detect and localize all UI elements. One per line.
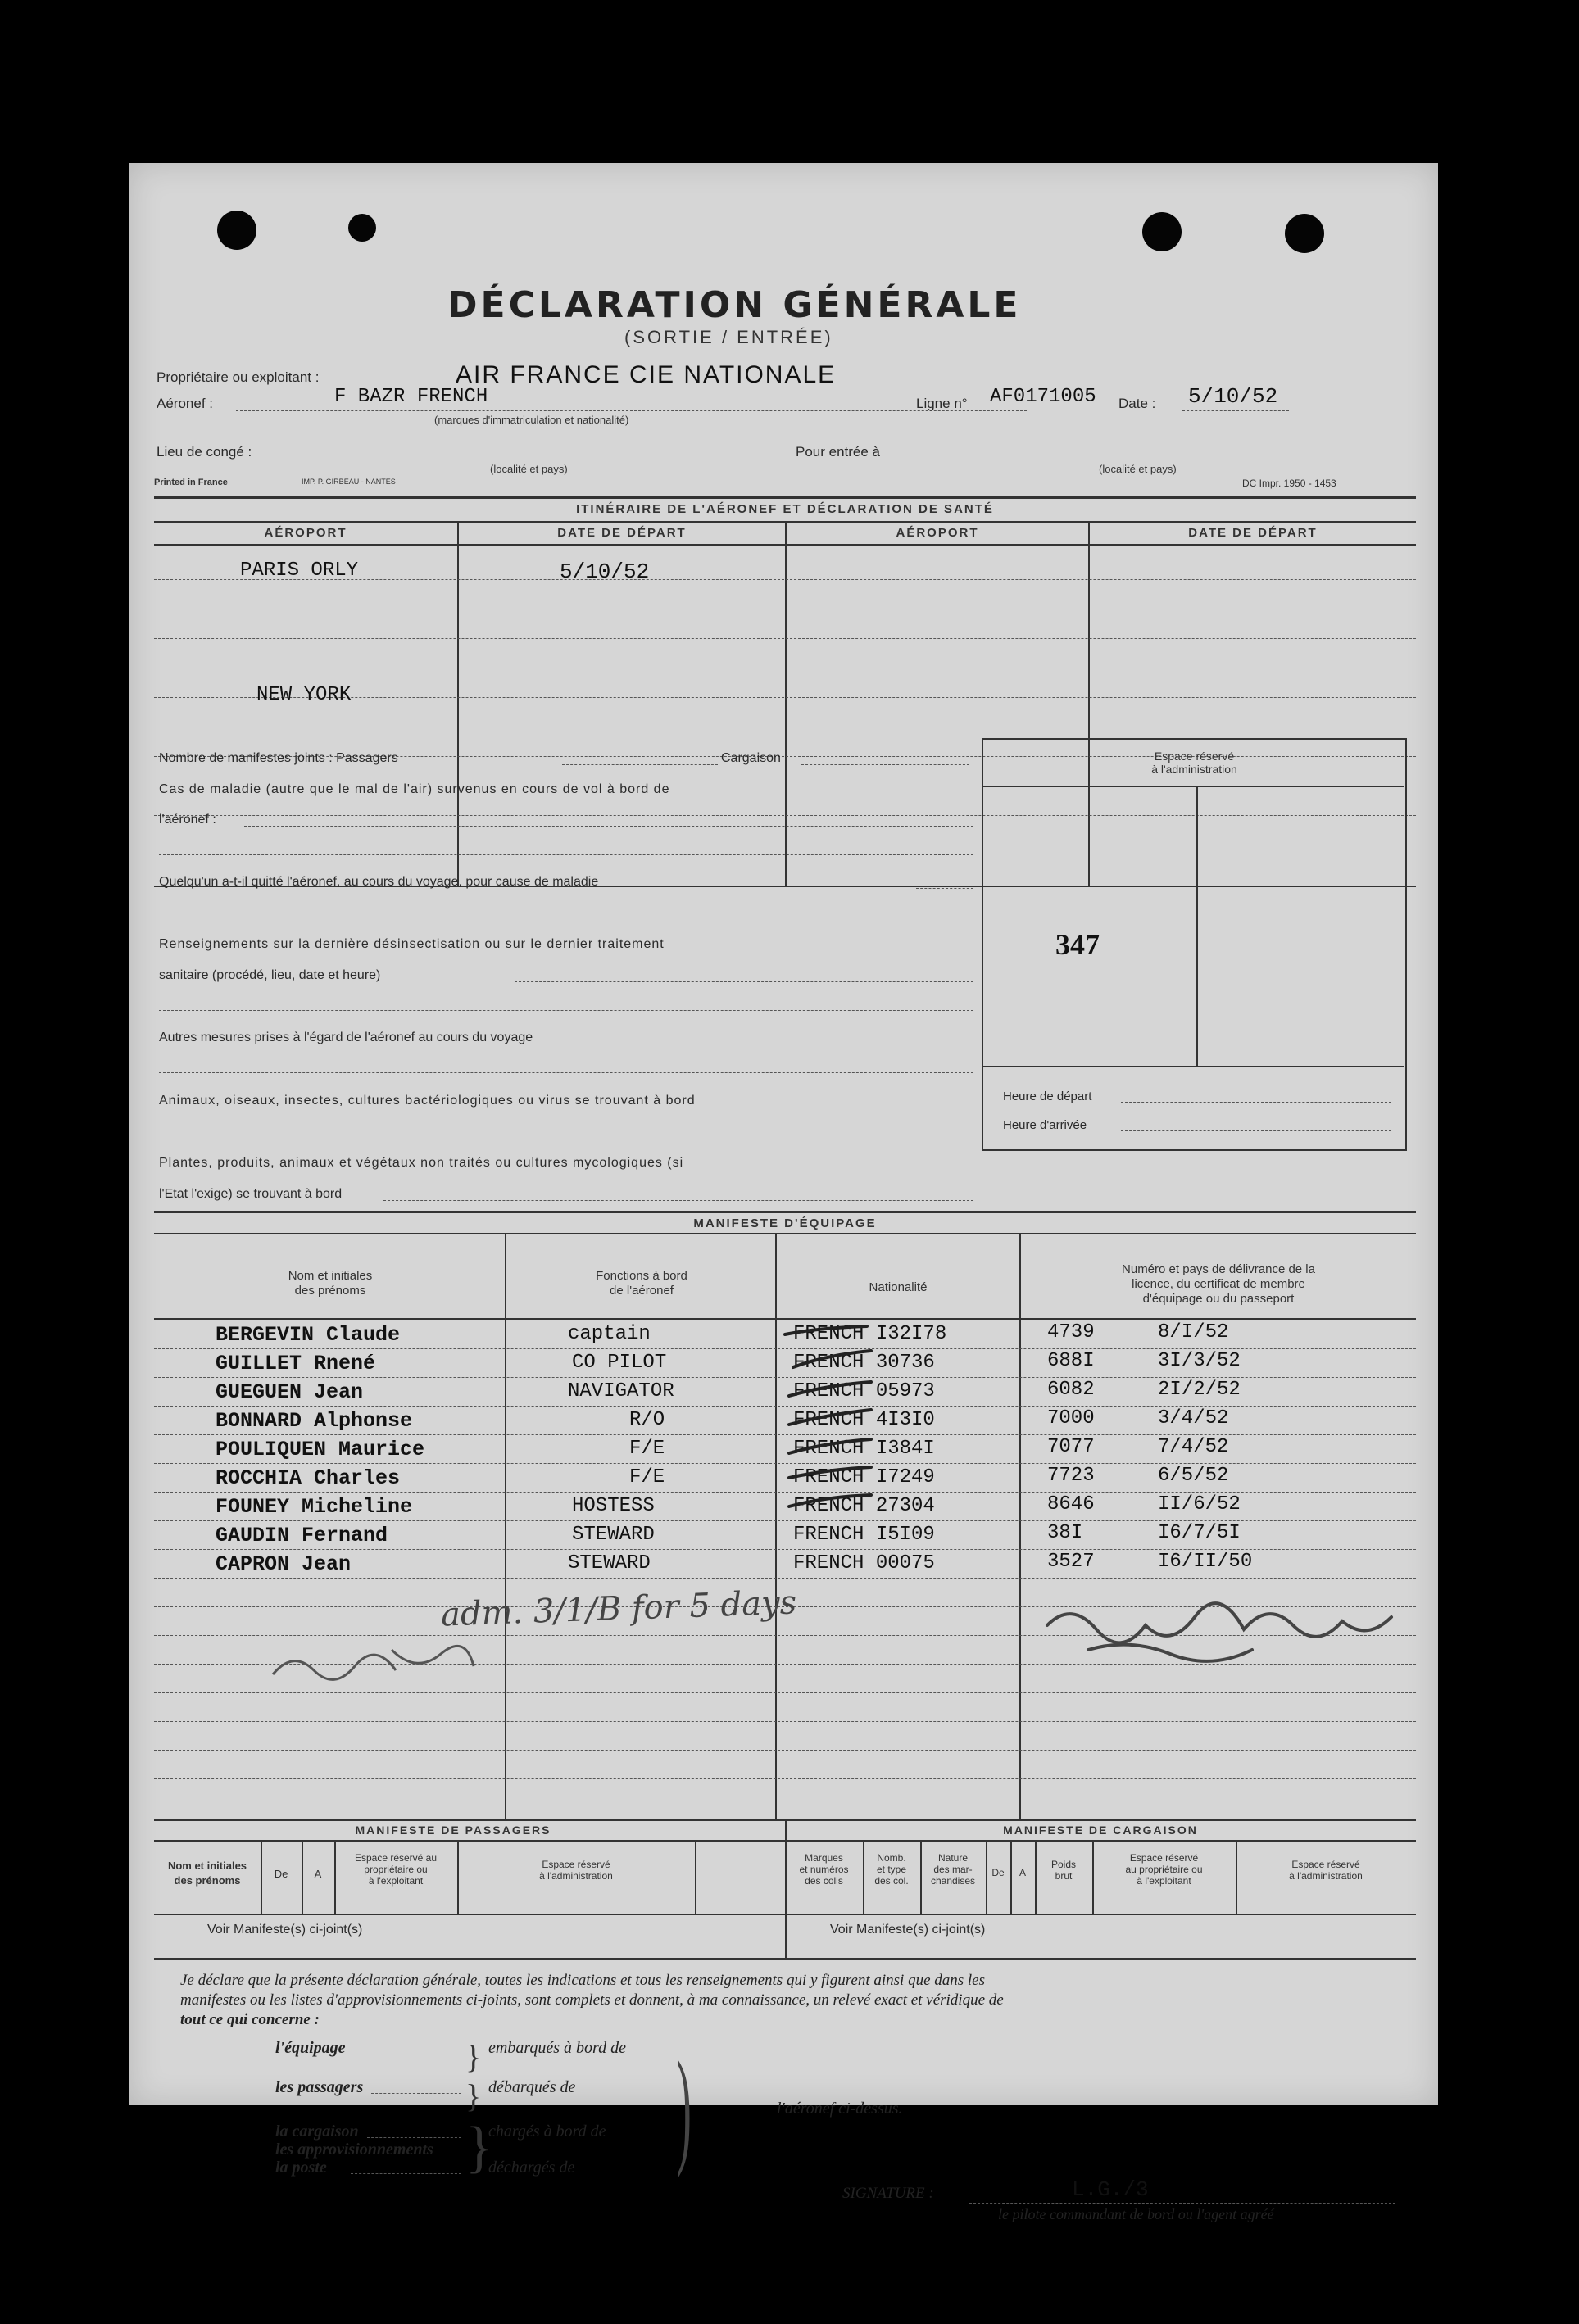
owner-value: AIR FRANCE CIE NATIONALE — [456, 361, 837, 388]
crew-col-license: Numéro et pays de délivrance de la licence, du certificat de membre d'équipage ou du passeport — [1122, 1262, 1315, 1306]
passengers-see-manifest: Voir Manifeste(s) ci-joint(s) — [207, 1923, 363, 1937]
declaration-supplies: les approvisionnements — [275, 2141, 433, 2159]
crew-license-date: II/6/52 — [1158, 1493, 1241, 1515]
crew-function: F/E — [629, 1438, 665, 1460]
crew-col-name: Nom et initiales des prénoms — [288, 1269, 373, 1298]
passengers-col-admin: Espace réservé à l'administration — [539, 1859, 613, 1882]
passengers-col-a: A — [314, 1868, 322, 1880]
declaration-disembarked: débarqués de — [488, 2078, 576, 2096]
crew-col-function: Fonctions à bord de l'aéronef — [596, 1269, 687, 1298]
declaration-text-3: tout ce qui concerne : — [180, 2011, 320, 2028]
passengers-heading: MANIFESTE DE PASSAGERS — [355, 1823, 551, 1837]
passengers-col-owner: Espace réservé au propriétaire ou à l'exploitant — [354, 1852, 438, 1887]
crew-name: FOUNEY Micheline — [216, 1495, 413, 1519]
crew-name: GAUDIN Fernand — [216, 1524, 388, 1547]
crew-license-date: 3/4/52 — [1158, 1407, 1229, 1429]
document-title: DÉCLARATION GÉNÉRALE — [447, 284, 1022, 326]
crew-name: ROCCHIA Charles — [216, 1466, 401, 1490]
cargo-label: Cargaison — [721, 751, 781, 765]
punch-hole — [217, 211, 256, 250]
crew-license-number: 3527 — [1047, 1551, 1095, 1573]
crew-license-date: 7/4/52 — [1158, 1436, 1229, 1458]
left-aircraft-label: Quelqu'un a-t-il quitté l'aéronef, au cours du voyage, pour cause de maladie — [159, 875, 599, 889]
owner-label: Propriétaire ou exploitant : — [157, 369, 320, 385]
declaration-loaded: chargés à bord de — [488, 2122, 606, 2141]
declaration-embarked: embarqués à bord de — [488, 2039, 626, 2057]
printer-mid: IMP. P. GIRBEAU - NANTES — [302, 478, 396, 486]
cargo-col-marks: Marques et numéros des colis — [799, 1852, 849, 1887]
manifests-label: Nombre de manifestes joints : Passagers — [159, 751, 398, 765]
crew-license-number: 7000 — [1047, 1407, 1095, 1429]
printer-left: Printed in France — [154, 478, 228, 487]
aircraft-note: (marques d'immatriculation et nationalité) — [434, 414, 629, 426]
itinerary-date-1: 5/10/52 — [560, 559, 650, 584]
admin-number: 347 — [1055, 928, 1100, 961]
illness-label-1: Cas de maladie (autre que le mal de l'air) survenus en cours de vol à bord de — [159, 782, 670, 796]
punch-hole — [348, 214, 376, 242]
crew-nationality: FRENCH I7249 — [793, 1466, 935, 1488]
crew-name: GUEGUEN Jean — [216, 1380, 364, 1404]
crew-name: GUILLET Rnené — [216, 1352, 376, 1375]
declaration-unloaded: déchargés de — [488, 2159, 575, 2177]
crew-function: NAVIGATOR — [568, 1380, 674, 1402]
crew-nationality: FRENCH I384I — [793, 1438, 935, 1460]
disinfection-label-1: Renseignements sur la dernière désinsectisation ou sur le dernier traitement — [159, 937, 665, 951]
crew-nationality: FRENCH I32I78 — [793, 1323, 947, 1345]
signature-note: le pilote commandant de bord ou l'agent agréé — [998, 2206, 1274, 2222]
crew-nationality: FRENCH 27304 — [793, 1495, 935, 1517]
signature-label: SIGNATURE : — [842, 2185, 934, 2202]
declaration-text-1: Je déclare que la présente déclaration générale, toutes les indications et tous les renseignements qui y figurent ainsi que dans les — [180, 1972, 985, 1989]
crew-license-number: 7077 — [1047, 1436, 1095, 1458]
cargo-col-nature: Nature des mar- chandises — [930, 1852, 976, 1887]
itinerary-airport-1: PARIS ORLY — [240, 559, 359, 582]
crew-name: BONNARD Alphonse — [216, 1409, 413, 1433]
line-label: Ligne n° — [916, 396, 968, 411]
document-page: DÉCLARATION GÉNÉRALE (SORTIE / ENTRÉE) Propriétaire ou exploitant : AIR FRANCE CIE NATIONALE Aéronef : F BAZR FRENCH (marques d'immatriculation et nationalité) Ligne n° AF0171005 Date : 5/10/52 Lieu de congé : (localité et pays) Pour entrée à (localité et pays) Printed in France IMP. P. GIRBEAU - NANTES DC Impr. 1950 - 1453 ITINÉRAIRE DE L'AÉRONEF ET DÉCLARATION DE SANTÉ AÉROPORT DATE DE DÉPART AÉROPORT DATE DE DÉPART PARIS ORLY 5/10/52 NEW YORK Nombre de manifestes joints : Passagers Cargaison Cas de maladie (autre que le mal de l'air) survenus en cours de vol à bord de l'aéronef : Quelqu'un a-t-il quitté l'aéronef, au cours du voyage, pour cause de maladie Renseignements sur la dernière désinsectisation ou sur le dernier traitement sanitaire (procédé, lieu, date et heure) Autres mesures prises à l'égard de l'aéronef au cours du voyage Animaux, oiseaux, insectes, cultures bactériologiques ou virus se trouvant à bord Plantes, produits, animaux et végétaux non traités ou cultures mycologiques (si l'Etat l'exige) se trouvant à bord Espace réservé à l'administration 347 Heure de départ Heure d'arrivée MANIFESTE D'ÉQUIPAGE Nom et initiales des prénoms Fonctions à bord de l'aéronef Nationalité Numéro et pays de délivrance de la licence, du certificat de membre d'équipage ou du passeport BERGEVIN Claude captain FRENCH I32I78 4739 8/I/52 GUILLET Rnené CO PILOT FRENCH 30736 688I 3I/3/52 GUEGUEN Jean NAVIGATOR FRENCH 05973 6082 2I/2/52 BONNARD Alphonse R/O FRENCH 4I3I0 7000 3/4/52 POULIQUEN Maurice F/E FRENCH I384I 7077 7/4/52 ROCCHIA Charles F/E FRENCH I7249 7723 6/5/52 FOUNEY Micheline HOSTESS FRENCH 27304 8646 II/6/52 GAUDIN Fernand STEWARD FRENCH I5I09 38I I6/7/5I CAPRON Jean STEWARD FRENCH 00075 3527 I6/II/50 adm. 3/1/B for 5 days MANIFESTE DE PASSAGERS MANIFESTE DE CARGAISON Nom et initiales des prénoms De A Espace réservé au propriétaire ou à l'exploitant Espace réservé à l'administration Marques et numéros des colis Nomb. et type des col. Nature des mar- chandises De A Poids brut Espace réservé au propriétaire ou à l'exploitant Espace réservé à l'administration Voir Manifeste(s) ci-joint(s) Voir Manifeste(s) ci-joint(s) Je déclare que la présente déclaration générale, toutes les indications et tous les renseignements qui y figurent ainsi que dans les manifestes ou les listes d'approvisionnements ci-joints, sont complets et donnent, à ma connaissance, un relevé exact et véridique de tout ce qui concerne : l'équipage les passagers la cargaison les approvisionnements la poste } } } embarqués à bord de débarqués de chargés à bord de déchargés de ) l'aéronef ci-dessus. SIGNATURE : L.G./3 le pilote commandant de bord ou l'agent agréé — [129, 163, 1438, 2105]
punch-hole — [1285, 214, 1324, 253]
cargo-see-manifest: Voir Manifeste(s) ci-joint(s) — [830, 1923, 986, 1937]
declaration-crew: l'équipage — [275, 2039, 346, 2057]
aircraft-value: F BAZR FRENCH — [334, 386, 488, 408]
punch-hole — [1142, 212, 1182, 251]
cargo-col-admin: Espace réservé à l'administration — [1289, 1859, 1363, 1882]
crew-name: POULIQUEN Maurice — [216, 1438, 425, 1461]
crew-col-nationality: Nationalité — [869, 1280, 928, 1294]
aircraft-label: Aéronef : — [157, 396, 213, 411]
handwritten-scribble — [1039, 1592, 1408, 1666]
crew-license-number: 6082 — [1047, 1379, 1095, 1401]
arrival-time-label: Heure d'arrivée — [1003, 1118, 1087, 1132]
crew-function: HOSTESS — [572, 1495, 655, 1517]
crew-heading: MANIFESTE D'ÉQUIPAGE — [693, 1216, 877, 1230]
animals-label: Animaux, oiseaux, insectes, cultures bactériologiques ou virus se trouvant à bord — [159, 1094, 696, 1108]
crew-license-number: 7723 — [1047, 1465, 1095, 1487]
crew-nationality: FRENCH 4I3I0 — [793, 1409, 935, 1431]
crew-license-date: I6/7/5I — [1158, 1522, 1241, 1544]
declaration-cargo: la cargaison — [275, 2122, 359, 2141]
plants-label-2: l'Etat l'exige) se trouvant à bord — [159, 1187, 343, 1201]
declaration-mail: la poste — [275, 2159, 327, 2177]
date-value: 5/10/52 — [1188, 384, 1278, 409]
crew-function: STEWARD — [568, 1552, 651, 1574]
disinfection-label-2: sanitaire (procédé, lieu, date et heure) — [159, 968, 381, 982]
itinerary-col-airport-2: AÉROPORT — [896, 526, 979, 540]
line-value: AF0171005 — [990, 386, 1096, 408]
crew-name: CAPRON Jean — [216, 1552, 352, 1576]
crew-nationality: FRENCH I5I09 — [793, 1524, 935, 1546]
declaration-passengers: les passagers — [275, 2078, 364, 2096]
itinerary-col-date-2: DATE DE DÉPART — [1188, 526, 1318, 540]
declaration-text-2: manifestes ou les listes d'approvisionnements ci-joints, sont complets et donnent, à ma connaissance, un relevé exact et véridique de — [180, 1991, 1004, 2009]
crew-function: captain — [568, 1323, 651, 1345]
crew-license-number: 38I — [1047, 1522, 1083, 1544]
scribble-mark — [269, 1633, 482, 1691]
illness-label-2: l'aéronef : — [159, 813, 216, 827]
crew-license-number: 688I — [1047, 1350, 1095, 1372]
departure-place-label: Lieu de congé : — [157, 444, 252, 460]
declaration-aircraft: l'aéronef ci-dessus. — [777, 2100, 903, 2118]
itinerary-airport-2: NEW YORK — [256, 684, 352, 706]
locality-note: (localité et pays) — [490, 463, 568, 475]
handwritten-checkmarks — [769, 1310, 892, 1588]
passengers-col-name: Nom et initiales des prénoms — [167, 1860, 247, 1887]
crew-name: BERGEVIN Claude — [216, 1323, 401, 1347]
other-measures-label: Autres mesures prises à l'égard de l'aéronef au cours du voyage — [159, 1031, 533, 1044]
handwritten-note: adm. 3/1/B for 5 days — [440, 1583, 797, 1634]
locality-note-2: (localité et pays) — [1099, 463, 1177, 475]
crew-license-date: I6/II/50 — [1158, 1551, 1253, 1573]
printer-right: DC Impr. 1950 - 1453 — [1242, 478, 1336, 489]
entry-label: Pour entrée à — [796, 444, 881, 460]
itinerary-col-date-1: DATE DE DÉPART — [557, 526, 687, 540]
admin-space-label: Espace réservé à l'administration — [1151, 750, 1237, 776]
itinerary-heading: ITINÉRAIRE DE L'AÉRONEF ET DÉCLARATION DE SANTÉ — [576, 502, 994, 516]
crew-license-date: 8/I/52 — [1158, 1321, 1229, 1343]
cargo-col-owner: Espace réservé au propriétaire ou à l'exploitant — [1125, 1852, 1203, 1887]
crew-license-number: 8646 — [1047, 1493, 1095, 1515]
cargo-col-a: A — [1019, 1867, 1026, 1878]
crew-license-date: 6/5/52 — [1158, 1465, 1229, 1487]
crew-function: STEWARD — [572, 1524, 655, 1546]
document-subtitle: (SORTIE / ENTRÉE) — [624, 327, 833, 347]
cargo-col-de: De — [991, 1867, 1005, 1878]
cargo-heading: MANIFESTE DE CARGAISON — [1003, 1823, 1198, 1837]
date-label: Date : — [1118, 396, 1156, 411]
passengers-col-de: De — [274, 1868, 288, 1880]
crew-function: F/E — [629, 1466, 665, 1488]
crew-function: R/O — [629, 1409, 665, 1431]
itinerary-col-airport-1: AÉROPORT — [264, 526, 347, 540]
crew-nationality: FRENCH 30736 — [793, 1352, 935, 1374]
crew-license-date: 3I/3/52 — [1158, 1350, 1241, 1372]
departure-time-label: Heure de départ — [1003, 1090, 1092, 1103]
crew-license-date: 2I/2/52 — [1158, 1379, 1241, 1401]
cargo-col-weight: Poids brut — [1050, 1859, 1077, 1882]
plants-label-1: Plantes, produits, animaux et végétaux non traités ou cultures mycologiques (si — [159, 1156, 684, 1170]
signature-value: L.G./3 — [1072, 2177, 1149, 2202]
crew-function: CO PILOT — [572, 1352, 667, 1374]
crew-nationality: FRENCH 05973 — [793, 1380, 935, 1402]
cargo-col-count: Nomb. et type des col. — [874, 1852, 909, 1887]
crew-nationality: FRENCH 00075 — [793, 1552, 935, 1574]
crew-license-number: 4739 — [1047, 1321, 1095, 1343]
